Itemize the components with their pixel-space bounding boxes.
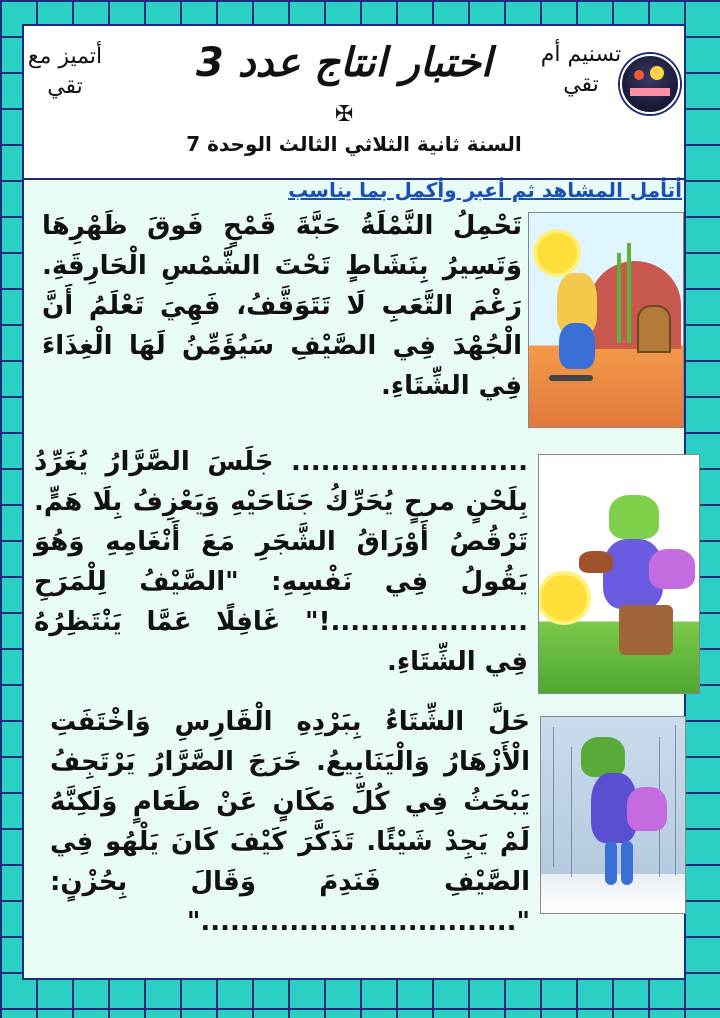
worksheet-subtitle: السنة ثانية الثلاثي الثالث الوحدة 7 — [186, 132, 522, 156]
author-name-left: أتميز مع تقي — [27, 44, 103, 99]
worksheet-title: اختبار انتاج عدد 3 — [195, 40, 493, 86]
author-name-right: تسنيم أم تقي — [540, 42, 622, 97]
cricket-in-winter-rain-illustration — [540, 716, 686, 914]
story-paragraph-1: تَحْمِلُ النَّمْلَةُ حَبَّةَ قَمْحٍ فَوقَ ظَهْرِهَا وَتَسِيرُ بِنَشَاطٍ تَحْتَ الشَّمْسِ الْحَارِقَةِ. رَغْمَ التَّعَبِ لَا تَتَوَقَّفُ، فَهِيَ تَعْلَمُ أَنَّ الْجُهْدَ فِي الصَّيْفِ سَيُؤَمِّنُ لَهَا الْغِذَاءَ فِي الشِّتَاءِ. — [42, 211, 522, 401]
story-paragraph-3: حَلَّ الشِّتَاءُ بِبَرْدِهِ الْقَارِسِ وَاخْتَفَتِ الْأَزْهَارُ وَالْيَنَابِيعُ. خَرَجَ الصَّرَّارُ يَرْتَجِفُ يَبْحَثُ فِي كُلِّ مَكَانٍ عَنْ طَعَامٍ وَلَكِنَّهُ لَمْ يَجِدْ شَيْئًا. تَذَكَّرَ كَيْفَ كَانَ يَلْهُو فِي الصَّيْفِ فَنَدِمَ وَقَالَ بِحُزْنٍ: "................................" — [50, 707, 530, 937]
ant-carrying-wheat-illustration — [528, 212, 684, 428]
ornament-icon: ✠ — [335, 102, 354, 127]
worksheet — [22, 24, 686, 980]
channel-logo-icon — [620, 54, 680, 114]
worksheet-header — [24, 26, 684, 180]
instruction-text: أتأمل المشاهد ثم أعبر وأكمل بما يناسب — [288, 178, 682, 202]
story-paragraph-2: ........................ جَلَسَ الصَّرَّارُ يُغَرِّدُ بِلَحْنٍ مرحٍ يُحَرِّكُ جَنَاحَيْهِ وَيَعْزِفُ بِلَا هَمٍّ. تَرْقُصُ أَوْرَاقُ الشَّجَرِ مَعَ أَنْغَامِهِ وَهُوَ يَقُولُ فِي نَفْسِهِ: "الصَّيْفُ لِلْمَرَحِ ....................!" غَافِلًا عَمَّا يَنْتَظِرُهُ فِي الشِّتَاءِ. — [34, 447, 528, 677]
cricket-playing-violin-illustration — [538, 454, 700, 694]
